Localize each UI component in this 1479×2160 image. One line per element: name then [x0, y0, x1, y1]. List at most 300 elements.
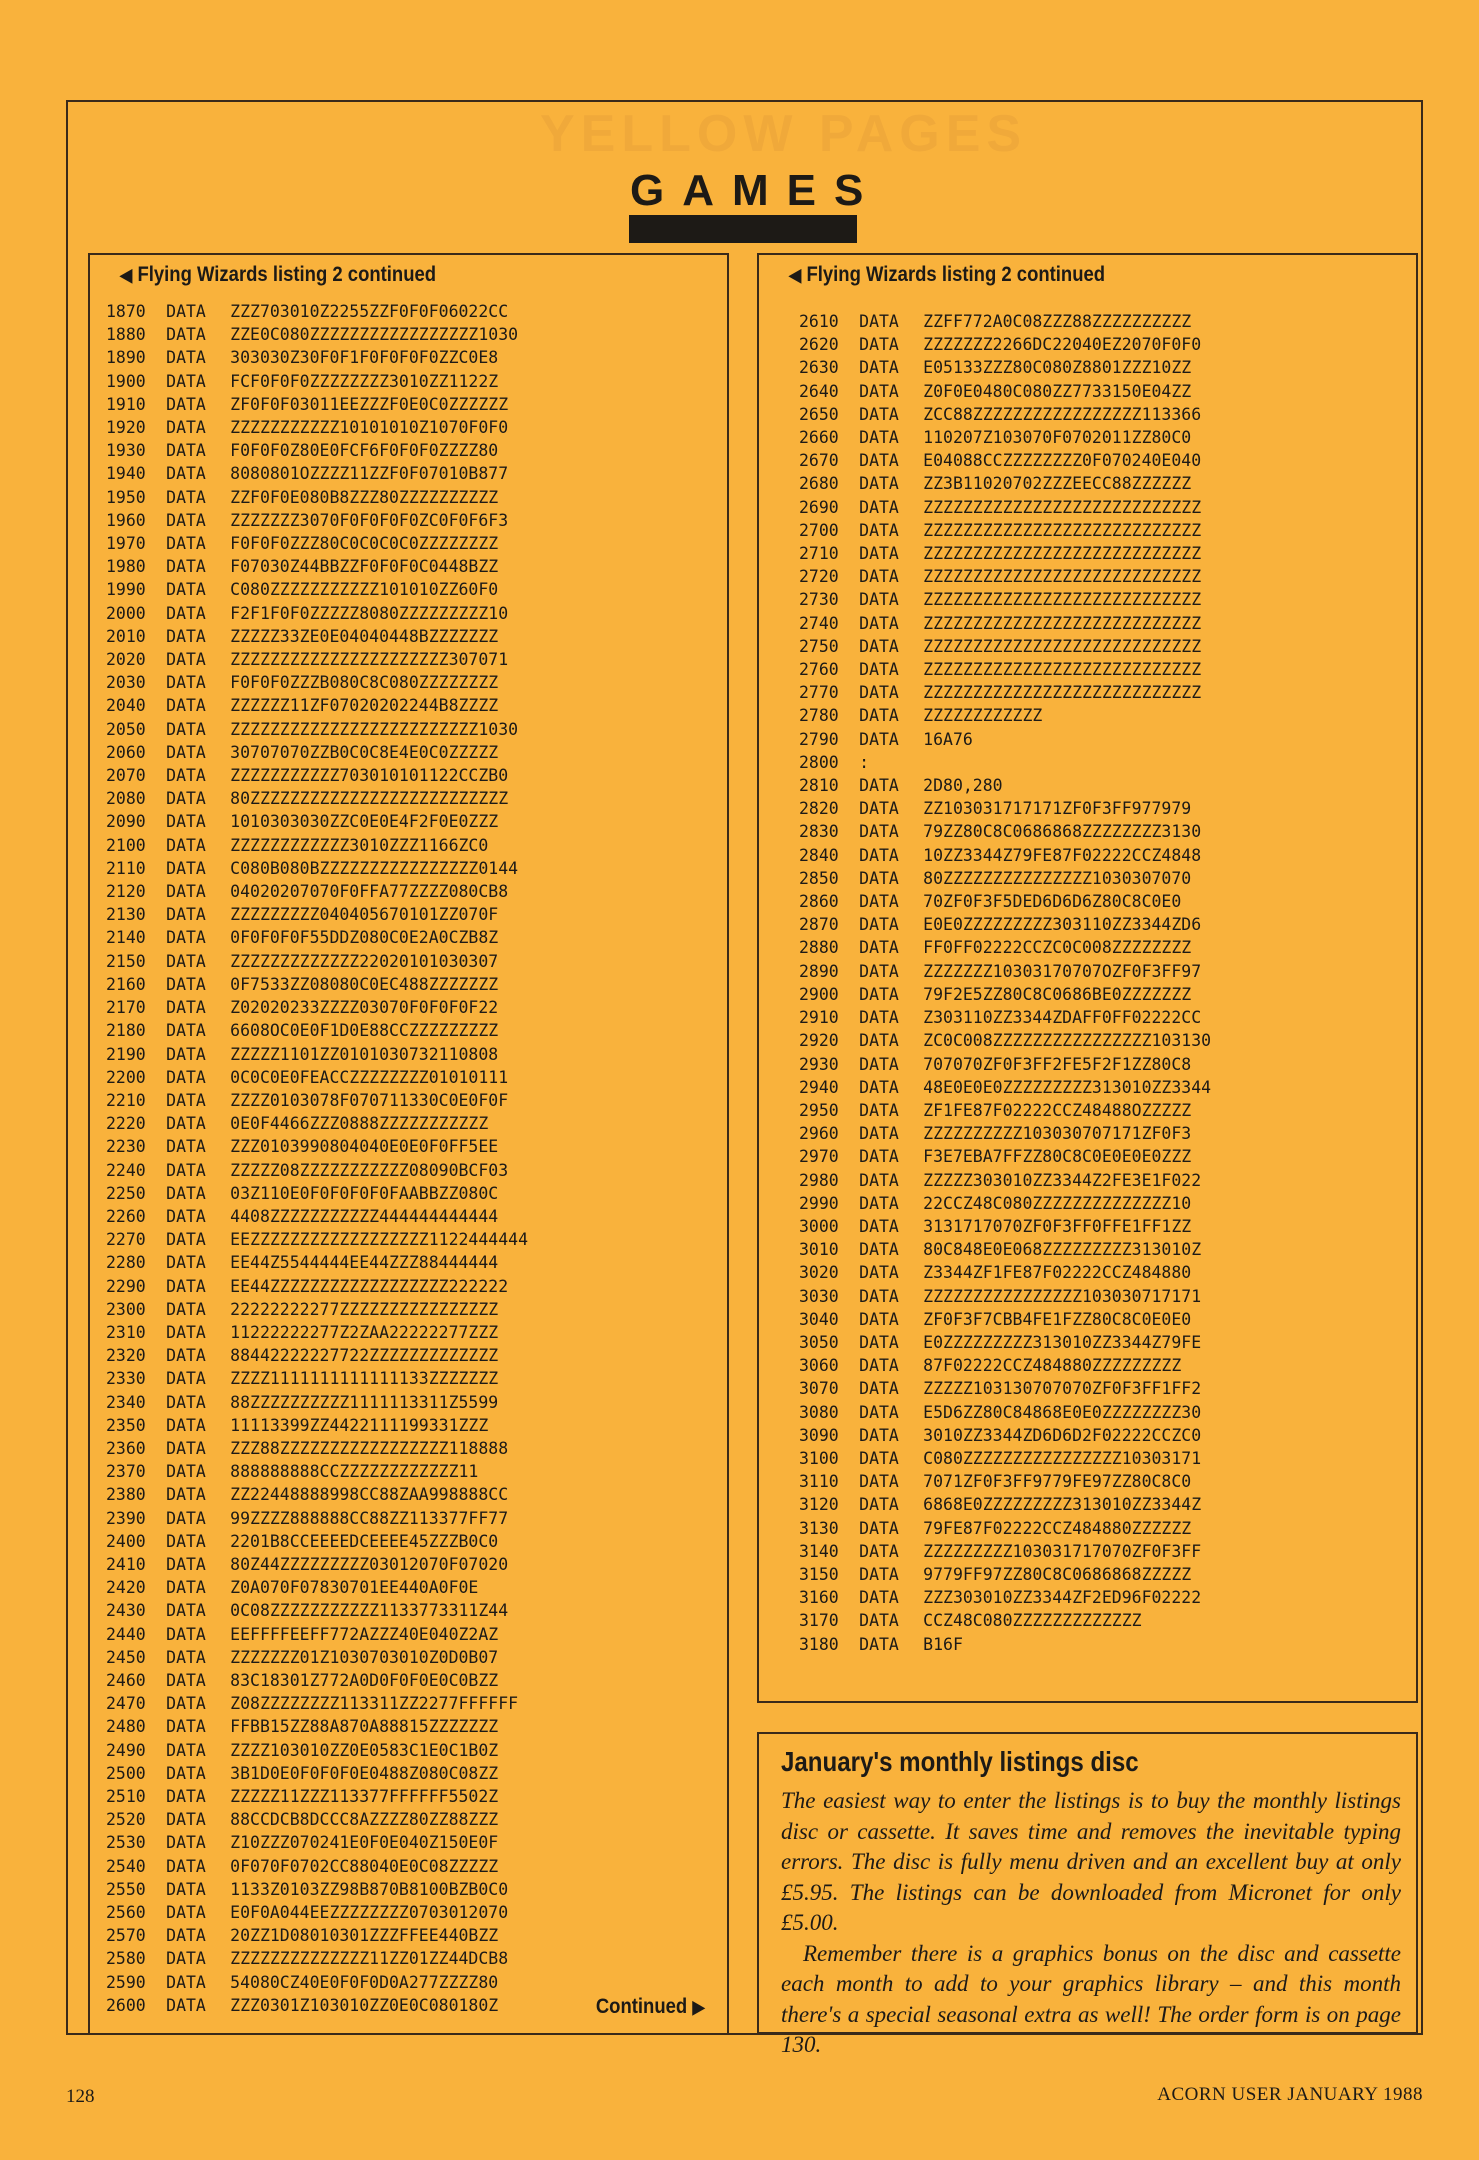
code-line — [106, 1902, 528, 1925]
data-keyword: DATA — [166, 1949, 206, 1970]
data-keyword: DATA — [859, 1008, 899, 1029]
data-keyword: DATA — [166, 882, 206, 903]
code-line — [106, 649, 528, 672]
data-keyword: DATA — [859, 497, 899, 518]
data-value: Z303110ZZ3344ZDAFF0FF02222CC — [923, 1008, 1202, 1029]
line-number: 2240 — [106, 1160, 146, 1181]
code-line — [799, 1402, 1211, 1425]
data-keyword: DATA — [166, 371, 206, 392]
line-number: 2880 — [799, 938, 839, 959]
line-number: 1980 — [106, 557, 146, 578]
code-line — [799, 961, 1211, 984]
data-keyword: DATA — [166, 1554, 206, 1575]
disc-paragraph: The easiest way to enter the listings is to buy the monthly listings disc or cassette. It saves time and removes the inevitable typing errors. The disc is fully menu driven and an excellent buy at only £5.95. The listings can be downloaded from Micronet for only £5.00. — [781, 1788, 1401, 1935]
line-number: 2220 — [106, 1114, 146, 1135]
data-keyword: DATA — [859, 1518, 899, 1539]
line-number: 2190 — [106, 1044, 146, 1065]
code-line — [799, 1193, 1211, 1216]
data-keyword: DATA — [166, 974, 206, 995]
data-keyword: DATA — [166, 1438, 206, 1459]
code-line — [106, 811, 528, 834]
data-keyword: DATA — [166, 464, 206, 485]
code-line — [799, 891, 1211, 914]
line-number: 2350 — [106, 1415, 146, 1436]
line-number: 3080 — [799, 1402, 839, 1423]
code-line — [106, 1299, 528, 1322]
line-number: 2700 — [799, 520, 839, 541]
data-value: ZF0F3F7CBB4FE1FZZ80C8C0E0E0 — [923, 1309, 1192, 1330]
data-keyword: DATA — [859, 1425, 899, 1446]
data-keyword: DATA — [166, 1508, 206, 1529]
data-value: ZZZZZZZZZZZZZZZZ103030717171 — [923, 1286, 1202, 1307]
line-number: 1910 — [106, 394, 146, 415]
data-value: 0C0C0E0FEACCZZZZZZZZ01010111 — [230, 1067, 509, 1088]
code-line — [106, 1229, 528, 1252]
line-number: 3090 — [799, 1425, 839, 1446]
data-keyword: DATA — [859, 660, 899, 681]
code-line — [799, 1448, 1211, 1471]
data-value: ZZZZZZZZZZZZZZZZZZZZZZZZZZZZ — [923, 613, 1202, 634]
data-value: ZZZZZ303010ZZ3344Z2FE3E1F022 — [923, 1170, 1202, 1191]
line-number: 1960 — [106, 510, 146, 531]
line-number: 2780 — [799, 706, 839, 727]
data-keyword: DATA — [859, 567, 899, 588]
code-line — [799, 1077, 1211, 1100]
data-value: ZZ22448888998CC88ZAA998888CC — [230, 1485, 509, 1506]
data-keyword: DATA — [166, 905, 206, 926]
data-value: 88ZZZZZZZZZZ1111113311Z5599 — [230, 1392, 499, 1413]
data-value: ZZZZZ33ZE0E04040448BZZZZZZZ — [230, 626, 499, 647]
data-keyword: DATA — [166, 1044, 206, 1065]
code-line — [106, 324, 528, 347]
code-line — [799, 1378, 1211, 1401]
code-line — [799, 937, 1211, 960]
line-number: 2890 — [799, 961, 839, 982]
data-keyword: DATA — [166, 789, 206, 810]
code-line — [799, 752, 1211, 775]
code-line — [106, 1438, 528, 1461]
code-line — [106, 1090, 528, 1113]
data-value: EEFFFFEEFF772AZZZ40E040Z2AZ — [230, 1624, 499, 1645]
data-keyword: DATA — [166, 325, 206, 346]
code-line — [106, 1461, 528, 1484]
data-keyword: DATA — [166, 1856, 206, 1877]
data-keyword: DATA — [166, 1322, 206, 1343]
data-value: 11222222277Z2ZAA22222277ZZZ — [230, 1322, 499, 1343]
data-value: 48E0E0E0ZZZZZZZZZ313010ZZ3344 — [923, 1077, 1212, 1098]
data-value: 16A76 — [923, 729, 973, 750]
data-value: 79FE87F02222CCZ484880ZZZZZZ — [923, 1518, 1192, 1539]
data-value: ZZZZZZ11ZF07020202244B8ZZZZ — [230, 696, 499, 717]
data-keyword: DATA — [166, 1090, 206, 1111]
data-keyword: DATA — [166, 1903, 206, 1924]
line-number: 2550 — [106, 1879, 146, 1900]
data-value: ZZZZZZZZZZZZZZZZZZZZZZZZZ1030 — [230, 719, 519, 740]
data-keyword: DATA — [859, 358, 899, 379]
data-keyword: DATA — [166, 1392, 206, 1413]
back-arrow-icon: ◀ — [789, 265, 802, 285]
data-value: 8080801OZZZZ11ZZF0F07010B877 — [230, 464, 509, 485]
code-line — [799, 1309, 1211, 1332]
line-number: 2590 — [106, 1972, 146, 1993]
data-keyword: DATA — [166, 348, 206, 369]
section-title-bar — [629, 215, 857, 243]
code-line — [799, 705, 1211, 728]
data-keyword: DATA — [166, 835, 206, 856]
disc-box-title: January's monthly listings disc — [781, 1746, 1139, 1777]
line-number: 2750 — [799, 636, 839, 657]
code-line — [106, 672, 528, 695]
line-number: 2050 — [106, 719, 146, 740]
line-number: 2980 — [799, 1170, 839, 1191]
data-value: 888888888CCZZZZZZZZZZZZ11 — [230, 1462, 479, 1483]
line-number: 2930 — [799, 1054, 839, 1075]
data-value: 0F070F0702CC88040E0C08ZZZZZ — [230, 1856, 499, 1877]
data-value: F0F0F0ZZZB080C8C080ZZZZZZZZ — [230, 673, 499, 694]
data-value: EEZZZZZZZZZZZZZZZZZZ1122444444 — [230, 1230, 528, 1251]
line-number: 2060 — [106, 742, 146, 763]
data-value: 03Z110E0F0F0F0F0FAABBZZ080C — [230, 1183, 499, 1204]
code-line — [799, 1541, 1211, 1564]
code-line — [799, 1262, 1211, 1285]
line-number: 2510 — [106, 1787, 146, 1807]
data-value: ZZZZZZZZZZZ10101010Z1070F0F0 — [230, 418, 509, 439]
data-value: ZZZ0301Z103010ZZ0E0C080180Z — [230, 1995, 499, 2016]
code-line — [799, 1471, 1211, 1494]
data-value: 6868E0ZZZZZZZZZ313010ZZ3344Z — [923, 1495, 1202, 1516]
line-number: 2490 — [106, 1740, 146, 1761]
data-value: ZF1FE87F02222CCZ48488OZZZZZ — [923, 1100, 1192, 1121]
line-number: 2400 — [106, 1531, 146, 1552]
data-value: ZZZZZZZ10303170707OZF0F3FF97 — [923, 961, 1202, 982]
code-line — [106, 510, 528, 533]
code-line — [799, 497, 1211, 520]
code-line — [106, 719, 528, 742]
data-value: 88CCDCB8DCCC8AZZZZ80ZZ88ZZZ — [230, 1810, 499, 1831]
data-value: 80ZZZZZZZZZZZZZZZ1030307070 — [923, 868, 1192, 889]
code-line — [106, 1160, 528, 1183]
line-number: 3060 — [799, 1356, 839, 1377]
code-line — [799, 520, 1211, 543]
line-number: 1990 — [106, 580, 146, 601]
code-line — [106, 556, 528, 579]
code-line — [106, 1600, 528, 1623]
data-value: E0ZZZZZZZZZ313010ZZ3344Z79FE — [923, 1332, 1202, 1353]
data-value: 99ZZZZ888888CC88ZZ113377FF77 — [230, 1508, 509, 1529]
line-number: 2560 — [106, 1903, 146, 1924]
data-keyword: DATA — [166, 998, 206, 1019]
line-number: 3020 — [799, 1263, 839, 1284]
code-line — [106, 603, 528, 626]
line-number: 2970 — [799, 1147, 839, 1168]
data-value: ZCC88ZZZZZZZZZZZZZZZZZ113366 — [923, 404, 1202, 425]
data-keyword: DATA — [859, 428, 899, 449]
code-line — [106, 1716, 528, 1739]
data-keyword: DATA — [166, 742, 206, 763]
code-line — [799, 473, 1211, 496]
code-line — [799, 1564, 1211, 1587]
line-number: 2310 — [106, 1322, 146, 1343]
code-line — [799, 589, 1211, 612]
line-number: 2410 — [106, 1554, 146, 1575]
line-number: 1890 — [106, 348, 146, 369]
data-value: 0C08ZZZZZZZZZZZ1133773311Z44 — [230, 1601, 509, 1622]
data-keyword: DATA — [859, 1170, 899, 1191]
line-number: 2950 — [799, 1100, 839, 1121]
data-value: ZZZZZZZ2266DC22040EZ2070F0F0 — [923, 335, 1202, 356]
data-value: ZZZZZZZZZZZ703010101122CCZB0 — [230, 766, 509, 787]
data-value: 88442222227722ZZZZZZZZZZZZZ — [230, 1346, 499, 1367]
code-line — [799, 1634, 1211, 1657]
line-number: 3070 — [799, 1379, 839, 1400]
data-keyword: DATA — [166, 1972, 206, 1993]
data-keyword: DATA — [166, 603, 206, 624]
line-number: 2540 — [106, 1856, 146, 1877]
line-number: 3050 — [799, 1332, 839, 1353]
line-number: 3000 — [799, 1216, 839, 1237]
code-line — [799, 1123, 1211, 1146]
code-line — [106, 1647, 528, 1670]
data-keyword: DATA — [859, 1263, 899, 1284]
data-value: ZZZZ1111111111111133ZZZZZZZ — [230, 1369, 499, 1390]
data-keyword: DATA — [166, 650, 206, 671]
code-line — [106, 626, 528, 649]
data-value: E0F0A044EEZZZZZZZZ0703012070 — [230, 1903, 509, 1924]
line-number: 2800 — [799, 752, 839, 773]
code-line — [799, 427, 1211, 450]
data-keyword: DATA — [859, 1332, 899, 1353]
line-number: 2270 — [106, 1230, 146, 1251]
back-arrow-icon: ◀ — [120, 265, 133, 285]
code-line — [799, 1030, 1211, 1053]
data-value: 80ZZZZZZZZZZZZZZZZZZZZZZZZZZ — [230, 789, 509, 810]
line-number: 2430 — [106, 1601, 146, 1622]
line-number: 3140 — [799, 1541, 839, 1562]
data-value: ZZZZ103010ZZ0E0583C1E0C1B0Z — [230, 1740, 499, 1761]
data-keyword: DATA — [859, 451, 899, 472]
code-line — [106, 1183, 528, 1206]
data-value: ZZZZZZZ3070F0F0F0F0ZC0F0F6F3 — [230, 510, 509, 531]
data-keyword: DATA — [166, 1299, 206, 1320]
line-number: 2770 — [799, 683, 839, 704]
data-keyword: DATA — [166, 1578, 206, 1599]
code-line — [106, 371, 528, 394]
data-value: ZZZZZZZZZZZZZZZZZZZZZZZZZZZZ — [923, 660, 1202, 681]
data-value: Z02020233ZZZZ03070F0F0F0F22 — [230, 998, 499, 1019]
data-keyword: DATA — [859, 1356, 899, 1377]
code-line — [799, 404, 1211, 427]
code-line — [799, 1216, 1211, 1239]
code-line — [799, 659, 1211, 682]
code-line — [106, 1856, 528, 1879]
code-line — [799, 775, 1211, 798]
data-keyword: DATA — [859, 404, 899, 425]
code-line — [106, 695, 528, 718]
code-line — [106, 1879, 528, 1902]
line-number: 2670 — [799, 451, 839, 472]
line-number: 2070 — [106, 766, 146, 787]
code-line — [799, 1587, 1211, 1610]
code-line — [106, 1809, 528, 1832]
data-keyword: DATA — [166, 580, 206, 601]
line-number: 2790 — [799, 729, 839, 750]
code-line — [106, 417, 528, 440]
data-value: ZZZ0103990804040E0E0F0FF5EE — [230, 1137, 499, 1158]
code-line — [799, 381, 1211, 404]
data-keyword: DATA — [166, 766, 206, 787]
data-keyword: DATA — [166, 441, 206, 462]
data-keyword: DATA — [166, 1206, 206, 1227]
data-keyword: DATA — [859, 683, 899, 704]
data-keyword: DATA — [859, 1240, 899, 1261]
data-value: Z0F0E0480C080ZZ7733150E04ZZ — [923, 381, 1192, 402]
data-value: 22CCZ48C080ZZZZZZZZZZZZZZ10 — [923, 1193, 1192, 1214]
data-keyword: DATA — [859, 961, 899, 982]
data-value: ZZFF772A0C08ZZZ88ZZZZZZZZZZ — [923, 312, 1192, 332]
data-value: ZZ3B11020702ZZZEECC88ZZZZZZ — [923, 474, 1192, 495]
data-value: 30707070ZZB0C0C8E4E0C0ZZZZZ — [230, 742, 499, 763]
data-keyword: DATA — [166, 1415, 206, 1436]
data-value: ZZZZZZZZZZ103030707171ZF0F3 — [923, 1124, 1192, 1145]
data-keyword: DATA — [166, 673, 206, 694]
data-value: F0F0F0ZZZ80C0C0C0C0ZZZZZZZZ — [230, 534, 499, 555]
data-keyword: DATA — [166, 1183, 206, 1204]
magazine-footer: ACORN USER JANUARY 1988 — [1157, 2084, 1423, 2105]
line-number: 2620 — [799, 335, 839, 356]
data-keyword: DATA — [859, 381, 899, 402]
data-keyword: DATA — [859, 1309, 899, 1330]
data-value: 6608OC0E0F1D0E88CCZZZZZZZZZ — [230, 1021, 499, 1042]
line-number: 2530 — [106, 1833, 146, 1854]
data-value: 80Z44ZZZZZZZZZ03012070F07020 — [230, 1554, 509, 1575]
data-value: 303030Z30F0F1F0F0F0F0ZZC0E8 — [230, 348, 499, 369]
listing-heading-text: Flying Wizards listing 2 continued — [806, 263, 1106, 286]
data-value: 4408ZZZZZZZZZZZ444444444444 — [230, 1206, 499, 1227]
line-number: 2830 — [799, 822, 839, 843]
line-number: 3030 — [799, 1286, 839, 1307]
data-keyword: DATA — [859, 312, 899, 332]
code-line — [799, 334, 1211, 357]
code-line — [799, 1146, 1211, 1169]
data-value: 79ZZ80C8C0686868ZZZZZZZZ3130 — [923, 822, 1202, 843]
line-number: 2160 — [106, 974, 146, 995]
data-value: FF0FF02222CCZC0C008ZZZZZZZZ — [923, 938, 1192, 959]
data-value: Z0A070F07830701EE440A0F0E — [230, 1578, 479, 1599]
line-number: 2690 — [799, 497, 839, 518]
data-value: E05133ZZZ80C080Z8801ZZZ10ZZ — [923, 358, 1192, 379]
data-value: ZZZZZZZZZZZZZZZZZZZZZZZZZZZZ — [923, 636, 1202, 657]
code-line — [799, 1332, 1211, 1355]
data-keyword: DATA — [859, 1564, 899, 1585]
data-value: FCF0F0F0ZZZZZZZZ3010ZZ1122Z — [230, 371, 499, 392]
line-number: 2170 — [106, 998, 146, 1019]
data-keyword: : — [859, 752, 870, 773]
data-value: ZZZZZ08ZZZZZZZZZZZ08090BCF03 — [230, 1160, 509, 1181]
code-line — [106, 1995, 528, 2018]
data-keyword: DATA — [859, 1611, 899, 1632]
data-keyword: DATA — [166, 1067, 206, 1088]
data-value: B16F — [923, 1634, 963, 1655]
data-value: ZZZZZZZZZZZZZZZZZZZZZZZZZZZZ — [923, 544, 1202, 565]
data-value: C080B080BZZZZZZZZZZZZZZZZ0144 — [230, 858, 519, 879]
code-line — [799, 566, 1211, 589]
line-number: 2820 — [799, 799, 839, 820]
line-number: 2030 — [106, 673, 146, 694]
code-line — [106, 1972, 528, 1995]
data-keyword: DATA — [166, 1253, 206, 1274]
code-line — [106, 1322, 528, 1345]
data-keyword: DATA — [859, 335, 899, 356]
data-value: ZZZZZZZ01Z1030703010Z0D0B07 — [230, 1647, 499, 1668]
code-line — [799, 914, 1211, 937]
line-number: 2390 — [106, 1508, 146, 1529]
code-line — [106, 347, 528, 370]
code-line — [106, 927, 528, 950]
code-line — [106, 1484, 528, 1507]
code-line — [799, 1170, 1211, 1193]
code-line — [106, 1345, 528, 1368]
data-keyword: DATA — [166, 1601, 206, 1622]
data-keyword: DATA — [166, 719, 206, 740]
line-number: 2280 — [106, 1253, 146, 1274]
data-keyword: DATA — [166, 1531, 206, 1552]
data-keyword: DATA — [859, 1588, 899, 1609]
code-line — [106, 440, 528, 463]
data-value: Z3344ZF1FE87F02222CCZ484880 — [923, 1263, 1192, 1284]
line-number: 2370 — [106, 1462, 146, 1483]
data-value: 9779FF97ZZ80C8C0686868ZZZZZ — [923, 1564, 1192, 1585]
line-number: 2640 — [799, 381, 839, 402]
line-number: 2940 — [799, 1077, 839, 1098]
data-value: 70ZF0F3F5DED6D6D6Z80C8C0E0 — [923, 892, 1182, 913]
data-value: F3E7EBA7FFZZ80C8C0E0E0E0ZZZ — [923, 1147, 1192, 1168]
data-keyword: DATA — [859, 915, 899, 936]
line-number: 2740 — [799, 613, 839, 634]
line-number: 2650 — [799, 404, 839, 425]
line-number: 3120 — [799, 1495, 839, 1516]
data-value: 707070ZF0F3FF2FE5F2F1ZZ80C8 — [923, 1054, 1192, 1075]
code-line — [799, 1610, 1211, 1633]
data-keyword: DATA — [859, 984, 899, 1005]
line-number: 3150 — [799, 1564, 839, 1585]
data-keyword: DATA — [859, 1472, 899, 1493]
data-value: ZZZZZZZZZ103031717070ZF0F3FF — [923, 1541, 1202, 1562]
line-number: 2580 — [106, 1949, 146, 1970]
data-keyword: DATA — [859, 636, 899, 657]
code-line — [106, 951, 528, 974]
line-number: 2760 — [799, 660, 839, 681]
code-line — [799, 613, 1211, 636]
data-keyword: DATA — [166, 510, 206, 531]
data-value: ZZF0F0E080B8ZZZ80ZZZZZZZZZZ — [230, 487, 499, 508]
continued-label — [596, 1995, 705, 2019]
line-number: 2360 — [106, 1438, 146, 1459]
line-number: 3010 — [799, 1240, 839, 1261]
data-value: 11113399ZZ4422111199331ZZZ — [230, 1415, 489, 1436]
code-line — [799, 1239, 1211, 1262]
line-number: 2230 — [106, 1137, 146, 1158]
code-line — [799, 984, 1211, 1007]
line-number: 2100 — [106, 835, 146, 856]
listing-heading — [120, 263, 436, 287]
line-number: 2090 — [106, 812, 146, 833]
data-keyword: DATA — [166, 1346, 206, 1367]
line-number: 2420 — [106, 1578, 146, 1599]
data-keyword: DATA — [166, 1647, 206, 1668]
data-value: ZZZZZZZZZZZZZ22020101030307 — [230, 951, 499, 972]
data-value: ZF0F0F03011EEZZZF0E0C0ZZZZZZ — [230, 394, 509, 415]
line-number: 3160 — [799, 1588, 839, 1609]
